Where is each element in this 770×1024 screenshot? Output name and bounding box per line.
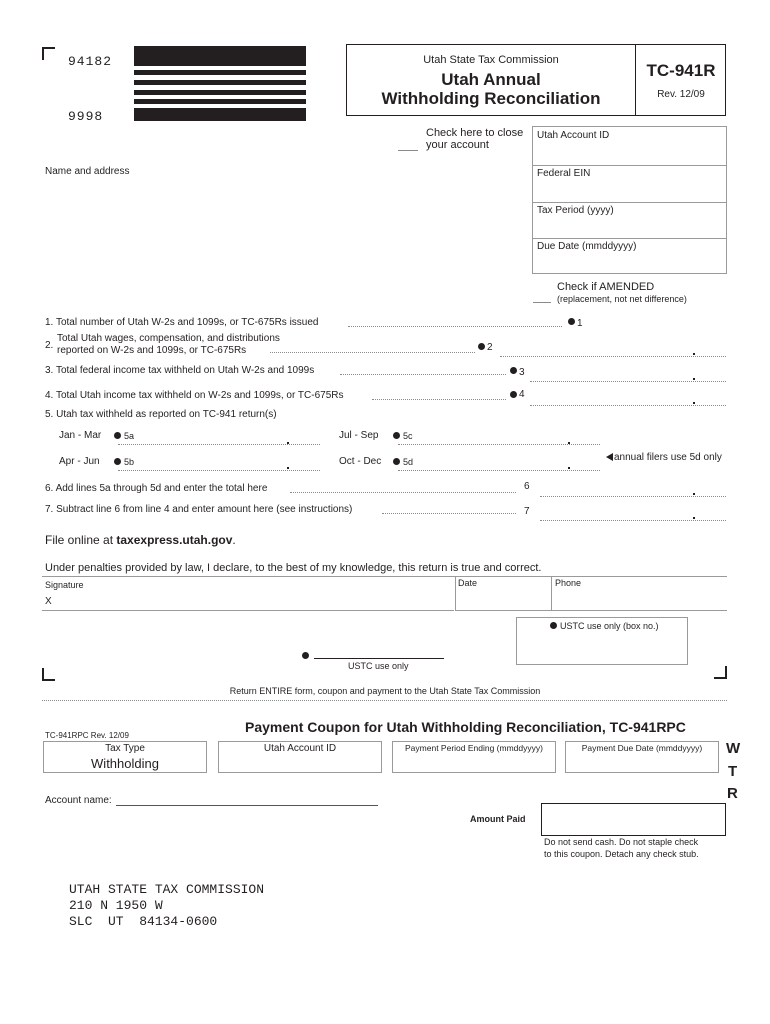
amount-paid-label: Amount Paid [470,814,526,824]
corner-mark-top-left [42,47,55,60]
tax-period-label: Tax Period (yyyy) [537,205,614,216]
form-code-top: 94182 [68,54,113,69]
line5a-decimal-point [287,442,289,444]
barcode-bar [134,99,306,104]
line4-amount-field[interactable] [530,405,726,406]
form-revision: Rev. 12/09 [657,89,705,100]
line7-amount-field[interactable] [540,520,726,521]
line7-leader [382,513,516,514]
line5d-code: 5d [403,457,414,467]
jul-sep-label: Jul - Sep [339,430,379,441]
file-online-suffix: . [232,533,236,547]
wtr-letter-w: W [726,740,741,757]
account-name-label: Account name: [45,795,112,806]
agency-name: Utah State Tax Commission [423,54,559,66]
line4-label: 4. Total Utah income tax withheld on W-2s and 1099s, or TC-675Rs [45,390,344,401]
mailing-address-line3: SLC UT 84134-0600 [69,914,218,929]
file-online-prefix: File online at [45,533,117,547]
barcode-bar [134,70,306,75]
declaration-text: Under penalties provided by law, I declare, to the best of my knowledge, this return is true and correct. [45,562,542,574]
no-cash-note-1: Do not send cash. Do not staple check [544,837,699,847]
perforation-line [42,700,727,701]
payment-due-date-label: Payment Due Date (mmddyyyy) [581,743,703,753]
signature-field[interactable] [42,610,454,611]
coupon-utah-account-field[interactable] [218,741,382,773]
line3-number: 3 [519,367,525,378]
line1-bullet [568,318,575,325]
line2-label-2: reported on W-2s and 1099s, or TC-675Rs [57,345,247,356]
form-title-line1: Utah Annual [441,70,541,89]
line6-amount-field[interactable] [540,496,726,497]
line4-bullet [510,391,517,398]
line6-number: 6 [524,481,530,492]
name-address-label: Name and address [45,166,130,177]
phone-label: Phone [555,578,582,588]
apr-jun-label: Apr - Jun [59,456,100,467]
line1-number: 1 [577,318,583,329]
ustc-box-bullet [550,622,557,629]
line2-amount-field[interactable] [500,356,726,357]
ustc-bullet [302,652,309,659]
period-ending-field[interactable] [392,741,556,773]
amended-note: (replacement, not net difference) [557,294,687,304]
tax-type-value: Withholding [91,756,159,771]
signature-top-rule [42,576,727,577]
form-title-line2: Withholding Reconciliation [381,89,601,108]
barcode-bar [134,80,306,85]
arrow-left-icon [606,453,613,461]
close-account-label-1: Check here to close [426,127,524,139]
line5c-code: 5c [403,431,413,441]
tax-type-label: Tax Type [105,743,145,754]
line5-label: 5. Utah tax withheld as reported on TC-941 return(s) [45,409,277,420]
line3-decimal-point [693,378,695,380]
ustc-use-only: USTC use only [348,661,409,671]
line7-label: 7. Subtract line 6 from line 4 and enter amount here (see instructions) [45,504,353,515]
line5c-amount-field[interactable] [398,444,600,445]
line3-leader [340,374,506,375]
line5b-decimal-point [287,467,289,469]
ustc-box-label: USTC use only (box no.) [560,621,659,631]
corner-mark-bottom-left [42,668,55,681]
line2-decimal-point [693,353,695,355]
tax-type-field [43,741,207,773]
line3-bullet [510,367,517,374]
period-ending-label: Payment Period Ending (mmddyyyy) [405,743,543,753]
amended-checkbox[interactable] [533,302,551,303]
payment-due-date-field[interactable] [565,741,719,773]
coupon-utah-account-label: Utah Account ID [263,743,337,754]
line5b-bullet [114,458,121,465]
line5a-code: 5a [124,431,135,441]
line2-number: 2 [487,342,493,353]
line5b-amount-field[interactable] [118,470,320,471]
field-divider [533,202,726,203]
line7-number: 7 [524,506,530,517]
signature-label: Signature [45,580,84,590]
federal-ein-label: Federal EIN [537,168,591,179]
line2-bullet [478,343,485,350]
line5a-amount-field[interactable] [118,444,320,445]
line1-leader [348,326,562,327]
line5d-amount-field[interactable] [398,470,600,471]
line4-decimal-point [693,402,695,404]
file-online-link[interactable]: taxexpress.utah.gov [116,533,233,547]
field-divider [533,238,726,239]
ustc-box [516,617,688,665]
line7-decimal-point [693,517,695,519]
barcode-bar [134,108,306,121]
barcode-bar [134,46,306,66]
coupon-title: Payment Coupon for Utah Withholding Reconciliation, TC-941RPC [245,719,686,735]
line5d-decimal-point [568,467,570,469]
line1-label: 1. Total number of Utah W-2s and 1099s, or TC-675Rs issued [45,317,319,328]
jan-mar-label: Jan - Mar [59,430,102,441]
date-label: Date [458,578,478,588]
utah-account-field[interactable] [532,126,727,274]
line6-decimal-point [693,493,695,495]
line6-label: 6. Add lines 5a through 5d and enter the total here [45,483,268,494]
line4-leader [372,399,506,400]
due-date-label: Due Date (mmddyyyy) [537,241,637,252]
form-code-bottom: 9998 [68,109,104,124]
date-field[interactable] [456,610,551,611]
barcode-bar [134,90,306,95]
mailing-address-line2: 210 N 1950 W [69,898,163,913]
field-divider [533,165,726,166]
no-cash-note-2: to this coupon. Detach any check stub. [544,849,699,859]
title-box [346,44,726,116]
signature-x-mark: X [45,596,52,607]
close-account-label-2: your account [426,139,489,151]
account-name-field[interactable] [116,805,378,806]
form-number: TC-941R [646,61,716,80]
wtr-letter-t: T [728,763,738,780]
line5a-bullet [114,432,121,439]
file-online-note [45,533,236,547]
line5c-decimal-point [568,442,570,444]
close-account-checkbox[interactable] [398,150,418,151]
line2-prefix: 2. [45,340,54,351]
line2-leader [270,352,475,353]
amended-label: Check if AMENDED [557,281,655,293]
return-instruction: Return ENTIRE form, coupon and payment to the Utah State Tax Commission [229,686,541,696]
corner-mark-bottom-right [714,666,727,679]
line2-label-1: Total Utah wages, compensation, and distributions [57,333,280,344]
amount-paid-field[interactable] [541,803,726,836]
line5d-bullet [393,458,400,465]
line3-amount-field[interactable] [530,381,726,382]
line5c-bullet [393,432,400,439]
line5b-code: 5b [124,457,135,467]
coupon-revision: TC-941RPC Rev. 12/09 [45,731,129,740]
wtr-letter-r: R [727,785,738,802]
mailing-address-line1: UTAH STATE TAX COMMISSION [69,882,265,897]
line6-leader [290,492,516,493]
utah-account-label: Utah Account ID [537,130,610,141]
ustc-line [314,658,444,659]
annual-filers-note: annual filers use 5d only [614,452,722,463]
phone-divider [551,577,552,611]
phone-field[interactable] [552,610,727,611]
line3-label: 3. Total federal income tax withheld on Utah W-2s and 1099s [45,365,315,376]
date-divider [455,577,456,611]
oct-dec-label: Oct - Dec [339,456,382,467]
line4-number: 4 [519,389,525,400]
